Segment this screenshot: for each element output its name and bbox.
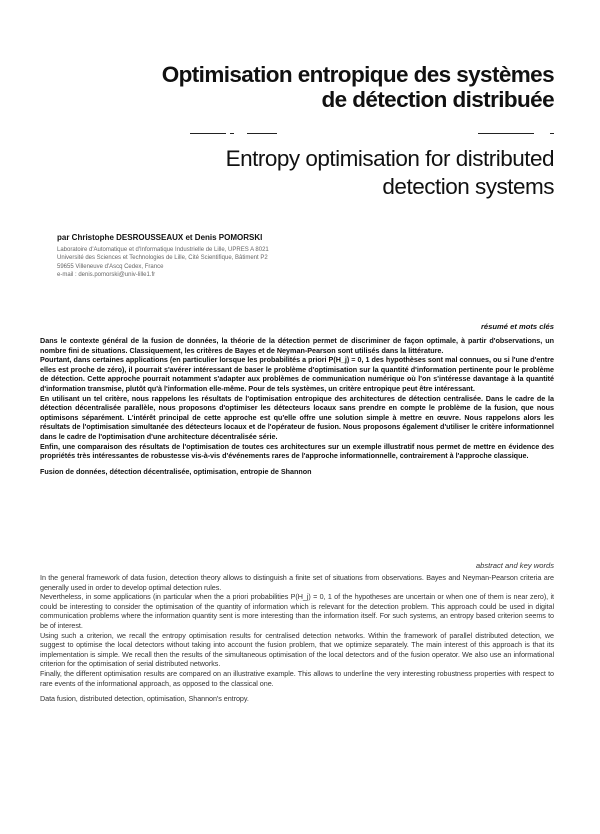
resume-paragraph: Dans le contexte général de la fusion de données, la théorie de la détection permet de discriminer de façon optimale, à partir d'observations, un nombre fini de situations. Classiquement, les critères de Bayes et de Neyman-Pearson sont utilisés dans la littérature. <box>40 336 554 355</box>
resume-keywords: Fusion de données, détection décentralisée, optimisation, entropie de Shannon <box>40 466 312 476</box>
english-title-line-1: Entropy optimisation for distributed <box>225 146 554 171</box>
title-divider-left-2 <box>247 133 277 134</box>
title-divider-left-1 <box>190 133 226 134</box>
english-abstract <box>40 573 554 704</box>
affiliation-block <box>57 246 269 280</box>
french-abstract <box>40 336 554 476</box>
affiliation-email: e-mail : denis.pomorski@univ-lille1.fr <box>57 272 156 279</box>
authors-line: par Christophe DESROUSSEAUX et Denis POMORSKI <box>57 233 263 242</box>
french-title-line-2: de détection distribuée <box>321 87 554 112</box>
resume-paragraph: Pourtant, dans certaines applications (en particulier lorsque les probabilités a priori P(H_j) = 0, 1 des hypothèses sont mal connues, ou si l'une d'entre elles est proche de zéro), il pourrait s'avérer intéressant de baser le problème d'optimisation sur la quantité d'information pertinente pour le problème de détection. Cette approche pourrait notamment s'adapter aux problèmes de communication numérique où l'on s'intéresse davantage à la quantité d'information transmise, plutôt qu'à l'information elle-même. Pour de tels systèmes, un critère entropique peut être intéressant. <box>40 355 554 393</box>
english-title <box>124 145 554 201</box>
affiliation-line: 59655 Villeneuve d'Ascq Cedex, France <box>57 263 164 270</box>
abstract-paragraph: Using such a criterion, we recall the entropy optimisation results for centralised detection networks. Within the framework of parallel distributed detection, we suggest to optimise the local detectors without taking into account the fusion problem, that we optimize separately. The main interest of this approach is that its implementation is simple. We recall then the results of the simultaneous optimisation of the local detectors and of the fusion operator. We also use an informational criterion for the optimisation of serial distributed networks. <box>40 630 554 669</box>
abstract-paragraph: In the general framework of data fusion, detection theory allows to distinguish a finite set of situations from observations. Bayes and Neyman-Pearson criteria are generally used in order to develop optimal detection rules. <box>40 573 554 592</box>
affiliation-line: Laboratoire d'Automatique et d'Informatique Industrielle de Lille, UPRES A 8021 <box>57 247 269 253</box>
english-title-line-2: detection systems <box>382 174 554 199</box>
title-divider-tick-2 <box>550 133 554 134</box>
title-divider-tick-1 <box>230 133 234 134</box>
title-divider-right <box>478 133 534 134</box>
abstract-heading: abstract and key words <box>475 561 554 570</box>
french-title-line-1: Optimisation entropique des systèmes <box>161 62 554 87</box>
french-title <box>134 62 554 112</box>
affiliation-line: Université des Sciences et Technologies de Lille, Cité Scientifique, Bâtiment P2 <box>57 255 268 262</box>
abstract-keywords: Data fusion, distributed detection, optimisation, Shannon's entropy. <box>40 694 249 704</box>
resume-paragraph: Enfin, une comparaison des résultats de l'optimisation de toutes ces architectures sur un exemple illustratif nous permet de mettre en évidence des propriétés très intéressantes de robustesse vis-à-vis d'événements rares de l'approche informationnelle, contrairement à l'approche classique. <box>40 441 554 461</box>
resume-paragraph: En utilisant un tel critère, nous rappelons les résultats de l'optimisation entropique des architectures de détection centralisée. Dans le cadre de la détection décentralisée parallèle, nous proposons d'optimiser les détecteurs locaux sans prendre en compte le problème de la fusion, que nous optimisons séparément. L'intérêt principal de cette approche est qu'elle offre une solution simple à mettre en œuvre. Nous rappelons alors les résultats de l'optimisation simultanée des détecteurs locaux et de l'opérateur de fusion. Nous proposons également d'utiliser le critère informationnel dans le cadre de l'optimisation d'une architecture décentralisée série. <box>40 393 554 441</box>
resume-heading: résumé et mots clés <box>480 322 554 331</box>
abstract-paragraph: Nevertheless, in some applications (in particular when the a priori probabilities P(H_j) = 0, 1 of the hypotheses are uncertain or when one of them is near zero), it could be interesting to consider the optimisation of the quantity of information which is relevant for the detection problem. This approach could be used in digital communication problems where the information quantity sent is more interesting than the information itself. For such systems, an entropy based criterion seems to be of interest. <box>40 592 554 630</box>
abstract-paragraph: Finally, the different optimisation results are compared on an illustrative example. This allows to underline the very interesting robustness properties with respect to rare events of the informational approach, as opposed to the classical one. <box>40 668 554 688</box>
